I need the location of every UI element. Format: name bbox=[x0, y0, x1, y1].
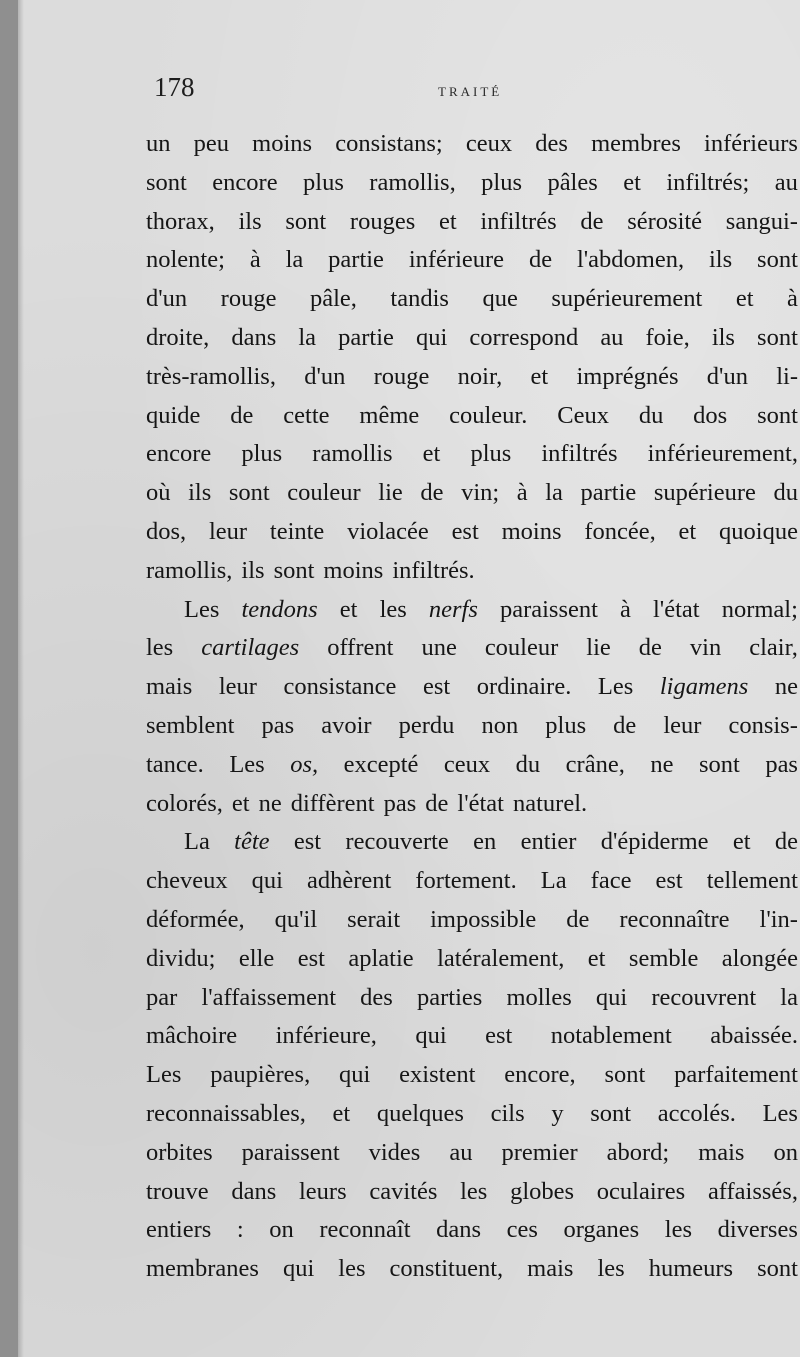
page-header bbox=[18, 72, 800, 112]
word: mais bbox=[146, 673, 193, 701]
word: de bbox=[566, 905, 590, 933]
word: dans bbox=[231, 1177, 277, 1205]
word: et bbox=[623, 168, 641, 196]
word: Les bbox=[762, 1099, 798, 1127]
word: oculaires bbox=[596, 1177, 686, 1205]
word: ne bbox=[258, 789, 282, 817]
word: recouverte bbox=[345, 828, 449, 856]
word: dans bbox=[231, 323, 277, 351]
text-line bbox=[146, 1017, 798, 1056]
word: diverses bbox=[717, 1216, 798, 1244]
word: perdu bbox=[398, 711, 455, 739]
word: et bbox=[735, 285, 754, 313]
word: ils bbox=[241, 556, 265, 584]
text-line bbox=[146, 1056, 798, 1095]
word: La bbox=[540, 867, 567, 895]
text-line bbox=[146, 629, 798, 668]
word: foie, bbox=[645, 323, 690, 351]
word: sangui- bbox=[725, 207, 798, 235]
word: d'épiderme bbox=[600, 828, 709, 856]
word: à bbox=[620, 595, 631, 623]
word: couleur bbox=[484, 634, 559, 662]
word: et bbox=[332, 1099, 351, 1127]
word: et bbox=[678, 517, 697, 545]
word: tendons bbox=[241, 595, 318, 623]
word: sérosité bbox=[627, 207, 703, 235]
word: la bbox=[285, 246, 304, 274]
word: un bbox=[146, 130, 171, 157]
word: quide bbox=[146, 401, 201, 429]
word: sont bbox=[590, 1099, 632, 1127]
word: vin; bbox=[461, 479, 500, 507]
word: tandis bbox=[390, 285, 449, 313]
paragraph bbox=[146, 125, 798, 591]
word: os, bbox=[290, 750, 319, 778]
word: reconnaître bbox=[619, 905, 730, 933]
word: mais bbox=[698, 1138, 745, 1166]
word: tance. bbox=[146, 750, 204, 778]
word: très-ramollis, bbox=[146, 362, 276, 390]
word: infiltrés bbox=[480, 207, 557, 235]
word: les bbox=[379, 595, 407, 623]
word: semblent bbox=[146, 711, 235, 739]
word: leur bbox=[218, 673, 257, 701]
word: reconnaissables, bbox=[146, 1099, 306, 1127]
word: Les bbox=[184, 595, 220, 623]
book-page bbox=[18, 0, 800, 1357]
word: par bbox=[146, 983, 178, 1011]
word: tête bbox=[234, 828, 270, 856]
word: thorax, bbox=[146, 207, 215, 235]
word: de bbox=[230, 401, 254, 429]
text-line bbox=[146, 591, 798, 630]
word: quelques bbox=[376, 1099, 464, 1127]
word: ils bbox=[188, 479, 212, 507]
word: sont bbox=[757, 246, 798, 274]
word: la bbox=[545, 479, 563, 507]
word: premier bbox=[501, 1138, 578, 1166]
page-edge-shadow bbox=[18, 0, 24, 1357]
word: impossible bbox=[430, 905, 537, 933]
word: y bbox=[551, 1099, 564, 1127]
word: ils bbox=[238, 207, 262, 235]
word: excepté bbox=[343, 750, 419, 778]
word: partie bbox=[338, 323, 394, 351]
word: cils bbox=[490, 1099, 525, 1127]
word: est bbox=[451, 517, 479, 545]
word: au bbox=[600, 323, 624, 351]
word: encore, bbox=[504, 1061, 576, 1089]
word: dividu; bbox=[146, 944, 216, 972]
word: les bbox=[460, 1177, 488, 1205]
text-line bbox=[146, 203, 798, 242]
word: est bbox=[485, 1022, 513, 1050]
word: ceux bbox=[465, 130, 513, 157]
word: encore bbox=[146, 440, 212, 468]
word: Les bbox=[229, 750, 265, 778]
word: qu'il bbox=[274, 905, 318, 933]
text-line bbox=[146, 707, 798, 746]
word: et bbox=[422, 440, 441, 468]
word: offrent bbox=[327, 634, 394, 662]
word: l'état bbox=[653, 595, 700, 623]
word: entier bbox=[520, 828, 577, 856]
word: sont bbox=[228, 479, 270, 507]
word: de bbox=[425, 789, 449, 817]
word: inférieurement, bbox=[647, 440, 798, 468]
word: mâchoire bbox=[146, 1022, 238, 1050]
word: sont bbox=[146, 168, 187, 196]
word: dos bbox=[693, 401, 728, 429]
word: ceux bbox=[443, 750, 491, 778]
text-line bbox=[146, 1134, 798, 1173]
word: parfaitement bbox=[674, 1061, 798, 1089]
word: consistans; bbox=[335, 130, 443, 157]
word: pas bbox=[765, 750, 798, 778]
word: plus bbox=[303, 168, 344, 196]
word: diffèrent bbox=[290, 789, 375, 817]
word: de bbox=[613, 711, 637, 739]
word: est bbox=[655, 867, 683, 895]
word: supérieurement bbox=[551, 285, 703, 313]
text-line bbox=[146, 1095, 798, 1134]
word: les bbox=[338, 1255, 366, 1283]
word: serait bbox=[347, 905, 401, 933]
word: les bbox=[146, 634, 174, 662]
word: en bbox=[473, 828, 497, 856]
word: on bbox=[269, 1216, 294, 1244]
word: du bbox=[773, 479, 798, 507]
text-line bbox=[146, 746, 798, 785]
text-line bbox=[146, 435, 798, 474]
word: moins bbox=[252, 130, 313, 157]
word: moins bbox=[501, 517, 562, 545]
word: adhèrent bbox=[307, 867, 392, 895]
word: qui bbox=[595, 983, 628, 1011]
word: et bbox=[530, 362, 549, 390]
text-line bbox=[146, 358, 798, 397]
word: partie bbox=[580, 479, 637, 507]
word: quoique bbox=[719, 517, 798, 545]
text-line bbox=[146, 513, 798, 552]
word: fortement. bbox=[415, 867, 517, 895]
word: affaissés, bbox=[707, 1177, 798, 1205]
word: au bbox=[449, 1138, 473, 1166]
word: plus bbox=[481, 168, 522, 196]
word: ligamens bbox=[659, 673, 749, 701]
word: sont bbox=[757, 323, 798, 351]
text-line bbox=[146, 241, 798, 280]
word: qui bbox=[251, 867, 283, 895]
word: accolés. bbox=[657, 1099, 736, 1127]
word: sont bbox=[757, 401, 798, 429]
word: qui bbox=[339, 1061, 371, 1089]
word: membres bbox=[591, 130, 681, 157]
word: couleur bbox=[287, 479, 361, 507]
word: entiers bbox=[146, 1216, 212, 1244]
word: Les bbox=[146, 1061, 182, 1089]
word: est bbox=[297, 944, 325, 972]
word: la bbox=[780, 983, 798, 1011]
word: les bbox=[664, 1216, 693, 1244]
word: humeurs bbox=[648, 1255, 734, 1283]
word: où bbox=[146, 479, 171, 507]
word: et bbox=[339, 595, 358, 623]
word: aplatie bbox=[348, 944, 414, 972]
word: leur bbox=[663, 711, 702, 739]
word: tellement bbox=[706, 867, 798, 895]
word: d'un bbox=[706, 362, 748, 390]
word: reconnaît bbox=[319, 1216, 411, 1244]
word: noir, bbox=[457, 362, 503, 390]
word: l'in- bbox=[759, 905, 798, 933]
word: au bbox=[774, 168, 798, 196]
text-line bbox=[146, 823, 798, 862]
word: notablement bbox=[550, 1022, 672, 1050]
word: lie bbox=[586, 634, 611, 662]
word: déformée, bbox=[146, 905, 245, 933]
word: de bbox=[638, 634, 662, 662]
word: qui bbox=[415, 323, 448, 351]
word: de bbox=[580, 207, 604, 235]
word: du bbox=[515, 750, 541, 778]
word: lie bbox=[378, 479, 403, 507]
word: Ceux bbox=[557, 401, 609, 429]
word: consistance bbox=[283, 673, 397, 701]
word: nolente; bbox=[146, 246, 225, 274]
page-number: 178 bbox=[154, 72, 195, 102]
word: teinte bbox=[269, 517, 325, 545]
word: dos, bbox=[146, 517, 187, 545]
word: et bbox=[231, 789, 250, 817]
word: d'un bbox=[146, 285, 188, 313]
text-line bbox=[146, 1211, 798, 1250]
word: ne bbox=[650, 750, 674, 778]
word: cartilages bbox=[201, 634, 300, 662]
word: sont bbox=[273, 556, 315, 584]
text-line bbox=[146, 668, 798, 707]
paragraph bbox=[146, 591, 798, 824]
word: rouges bbox=[349, 207, 416, 235]
word: droite, bbox=[146, 323, 210, 351]
word: abord; bbox=[606, 1138, 670, 1166]
word: elle bbox=[238, 944, 275, 972]
word: vin bbox=[689, 634, 722, 662]
word: peu bbox=[193, 130, 230, 157]
word: partie bbox=[328, 246, 384, 274]
word: des bbox=[535, 130, 568, 157]
word: de bbox=[420, 479, 444, 507]
word: organes bbox=[563, 1216, 640, 1244]
text-line bbox=[146, 164, 798, 203]
word: orbites bbox=[146, 1138, 213, 1166]
word: vides bbox=[368, 1138, 421, 1166]
word: imprégnés bbox=[576, 362, 679, 390]
word: trouve bbox=[146, 1177, 209, 1205]
text-line bbox=[146, 1250, 798, 1289]
word: plus bbox=[470, 440, 512, 468]
word: globes bbox=[510, 1177, 575, 1205]
word: cheveux bbox=[146, 867, 228, 895]
word: cavités bbox=[369, 1177, 438, 1205]
word: ils bbox=[711, 323, 735, 351]
word: infiltrés; bbox=[666, 168, 750, 196]
word: violacée bbox=[347, 517, 429, 545]
word: même bbox=[359, 401, 420, 429]
word: qui bbox=[415, 1022, 447, 1050]
word: cette bbox=[283, 401, 330, 429]
text-line bbox=[146, 397, 798, 436]
word: une bbox=[421, 634, 457, 662]
word: alongée bbox=[721, 944, 798, 972]
word: inférieure, bbox=[275, 1022, 377, 1050]
word: à bbox=[516, 479, 528, 507]
word: encore bbox=[212, 168, 278, 196]
word: sont bbox=[757, 1255, 798, 1283]
word: l'affaissement bbox=[201, 983, 337, 1011]
word: ces bbox=[506, 1216, 538, 1244]
word: ramollis, bbox=[369, 168, 456, 196]
paragraph bbox=[146, 823, 798, 1289]
word: leur bbox=[208, 517, 248, 545]
word: des bbox=[360, 983, 393, 1011]
word: parties bbox=[416, 983, 483, 1011]
word: couleur. bbox=[449, 401, 528, 429]
word: naturel. bbox=[512, 789, 588, 817]
word: infiltrés bbox=[541, 440, 618, 468]
word: l'état bbox=[457, 789, 504, 817]
text-line bbox=[146, 979, 798, 1018]
word: sont bbox=[285, 207, 327, 235]
word: rouge bbox=[220, 285, 277, 313]
word: la bbox=[298, 323, 317, 351]
word: semble bbox=[628, 944, 699, 972]
word: que bbox=[482, 285, 518, 313]
word: à bbox=[249, 246, 261, 274]
word: recouvrent bbox=[651, 983, 757, 1011]
word: foncée, bbox=[584, 517, 656, 545]
word: inférieure bbox=[408, 246, 505, 274]
word: abaissée. bbox=[710, 1022, 798, 1050]
word: latéralement, bbox=[437, 944, 565, 972]
word: est bbox=[293, 828, 322, 856]
word: nerfs bbox=[428, 595, 478, 623]
word: colorés, bbox=[146, 789, 223, 817]
word: d'un bbox=[304, 362, 346, 390]
word: ils bbox=[709, 246, 733, 274]
word: les bbox=[597, 1255, 625, 1283]
word: La bbox=[184, 828, 210, 856]
word: supérieure bbox=[653, 479, 756, 507]
word: pas bbox=[383, 789, 417, 817]
word: paraissent bbox=[241, 1138, 340, 1166]
word: non bbox=[481, 711, 519, 739]
word: pâles bbox=[547, 168, 598, 196]
text-line bbox=[146, 862, 798, 901]
text-line bbox=[146, 901, 798, 940]
text-line bbox=[146, 940, 798, 979]
word: pas bbox=[261, 711, 295, 739]
word: rouge bbox=[373, 362, 430, 390]
word: inférieurs bbox=[704, 130, 798, 157]
word: et bbox=[587, 944, 606, 972]
word: sont bbox=[604, 1061, 646, 1089]
word: ramollis bbox=[312, 440, 393, 468]
word: face bbox=[590, 867, 632, 895]
word: dans bbox=[436, 1216, 482, 1244]
word: crâne, bbox=[565, 750, 625, 778]
word: infiltrés. bbox=[392, 556, 475, 584]
word: paraissent bbox=[499, 595, 598, 623]
text-line bbox=[146, 125, 798, 164]
word: mais bbox=[527, 1255, 574, 1283]
word: de bbox=[528, 246, 553, 274]
text-line bbox=[146, 785, 798, 824]
word: on bbox=[773, 1138, 798, 1166]
running-head: TRAITÉ bbox=[438, 84, 503, 99]
text-line bbox=[146, 319, 798, 358]
word: avoir bbox=[321, 711, 372, 739]
word: l'abdomen, bbox=[576, 246, 685, 274]
text-line bbox=[146, 552, 798, 591]
word: membranes bbox=[146, 1255, 259, 1283]
word: ramollis, bbox=[146, 556, 233, 584]
word: existent bbox=[399, 1061, 476, 1089]
word: consis- bbox=[728, 711, 798, 739]
word: sont bbox=[698, 750, 740, 778]
word: paupières, bbox=[210, 1061, 311, 1089]
word: est bbox=[423, 673, 451, 701]
word: leurs bbox=[298, 1177, 347, 1205]
word: pâle, bbox=[309, 285, 357, 313]
word: : bbox=[236, 1216, 244, 1244]
word: molles bbox=[506, 983, 572, 1011]
word: à bbox=[787, 285, 798, 313]
word: qui bbox=[282, 1255, 315, 1283]
word: moins bbox=[323, 556, 384, 584]
word: clair, bbox=[749, 634, 798, 662]
word: correspond bbox=[469, 323, 579, 351]
word: et bbox=[438, 207, 457, 235]
word: normal; bbox=[721, 595, 798, 623]
word: Les bbox=[597, 673, 634, 701]
word: ne bbox=[774, 673, 798, 701]
word: du bbox=[638, 401, 664, 429]
word: li- bbox=[776, 362, 798, 390]
text-line bbox=[146, 280, 798, 319]
text-line bbox=[146, 1173, 798, 1212]
text-line bbox=[146, 474, 798, 513]
word: ordinaire. bbox=[476, 673, 572, 701]
word: de bbox=[774, 828, 798, 856]
word: constituent, bbox=[389, 1255, 504, 1283]
word: plus bbox=[241, 440, 283, 468]
body-text bbox=[146, 125, 798, 1289]
word: plus bbox=[545, 711, 587, 739]
word: et bbox=[732, 828, 751, 856]
